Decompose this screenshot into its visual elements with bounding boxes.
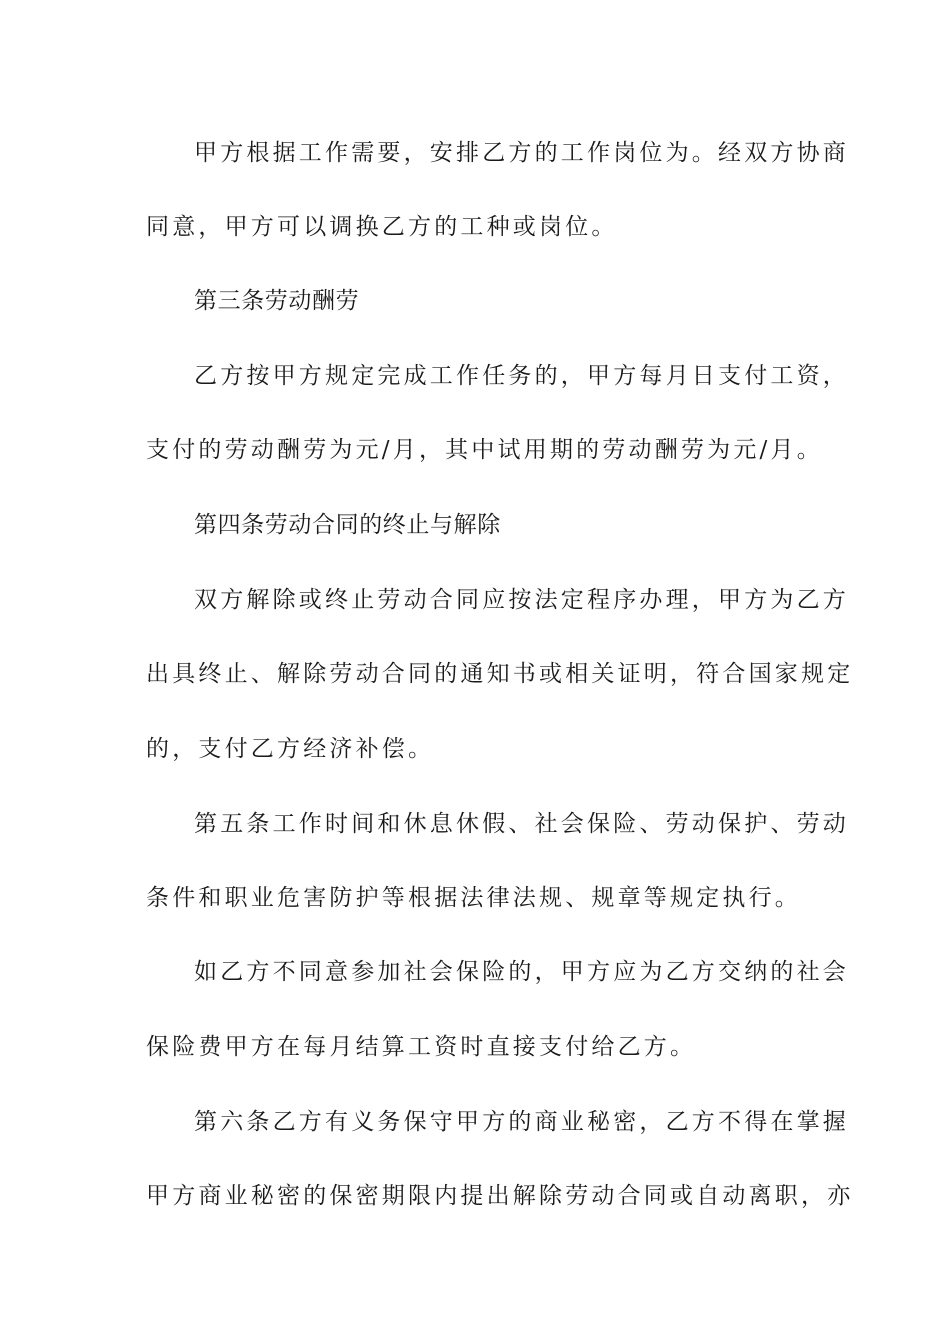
paragraph-line: 的，支付乙方经济补偿。 — [146, 736, 435, 762]
paragraph-line: 乙方按甲方规定完成工作任务的，甲方每月日支付工资， — [194, 363, 849, 389]
section-heading: 第三条劳动酬劳 — [194, 288, 360, 314]
paragraph-line: 第五条工作时间和休息休假、社会保险、劳动保护、劳动 — [194, 811, 849, 837]
paragraph-line: 保险费甲方在每月结算工资时直接支付给乙方。 — [146, 1034, 697, 1060]
paragraph-line: 出具终止、解除劳动合同的通知书或相关证明，符合国家规定 — [146, 661, 854, 687]
paragraph-line: 条件和职业危害防护等根据法律法规、规章等规定执行。 — [146, 885, 801, 911]
paragraph-line: 同意，甲方可以调换乙方的工种或岗位。 — [146, 214, 618, 240]
paragraph-line: 支付的劳动酬劳为元/月，其中试用期的劳动酬劳为元/月。 — [146, 437, 823, 463]
paragraph-line: 双方解除或终止劳动合同应按法定程序办理，甲方为乙方 — [194, 587, 849, 613]
paragraph-line: 甲方根据工作需要，安排乙方的工作岗位为。经双方协商 — [194, 140, 849, 166]
paragraph-line: 甲方商业秘密的保密期限内提出解除劳动合同或自动离职，亦 — [146, 1183, 854, 1209]
paragraph-line: 如乙方不同意参加社会保险的，甲方应为乙方交纳的社会 — [194, 959, 849, 985]
paragraph-line: 第六条乙方有义务保守甲方的商业秘密，乙方不得在掌握 — [194, 1109, 849, 1135]
section-heading: 第四条劳动合同的终止与解除 — [194, 512, 501, 538]
